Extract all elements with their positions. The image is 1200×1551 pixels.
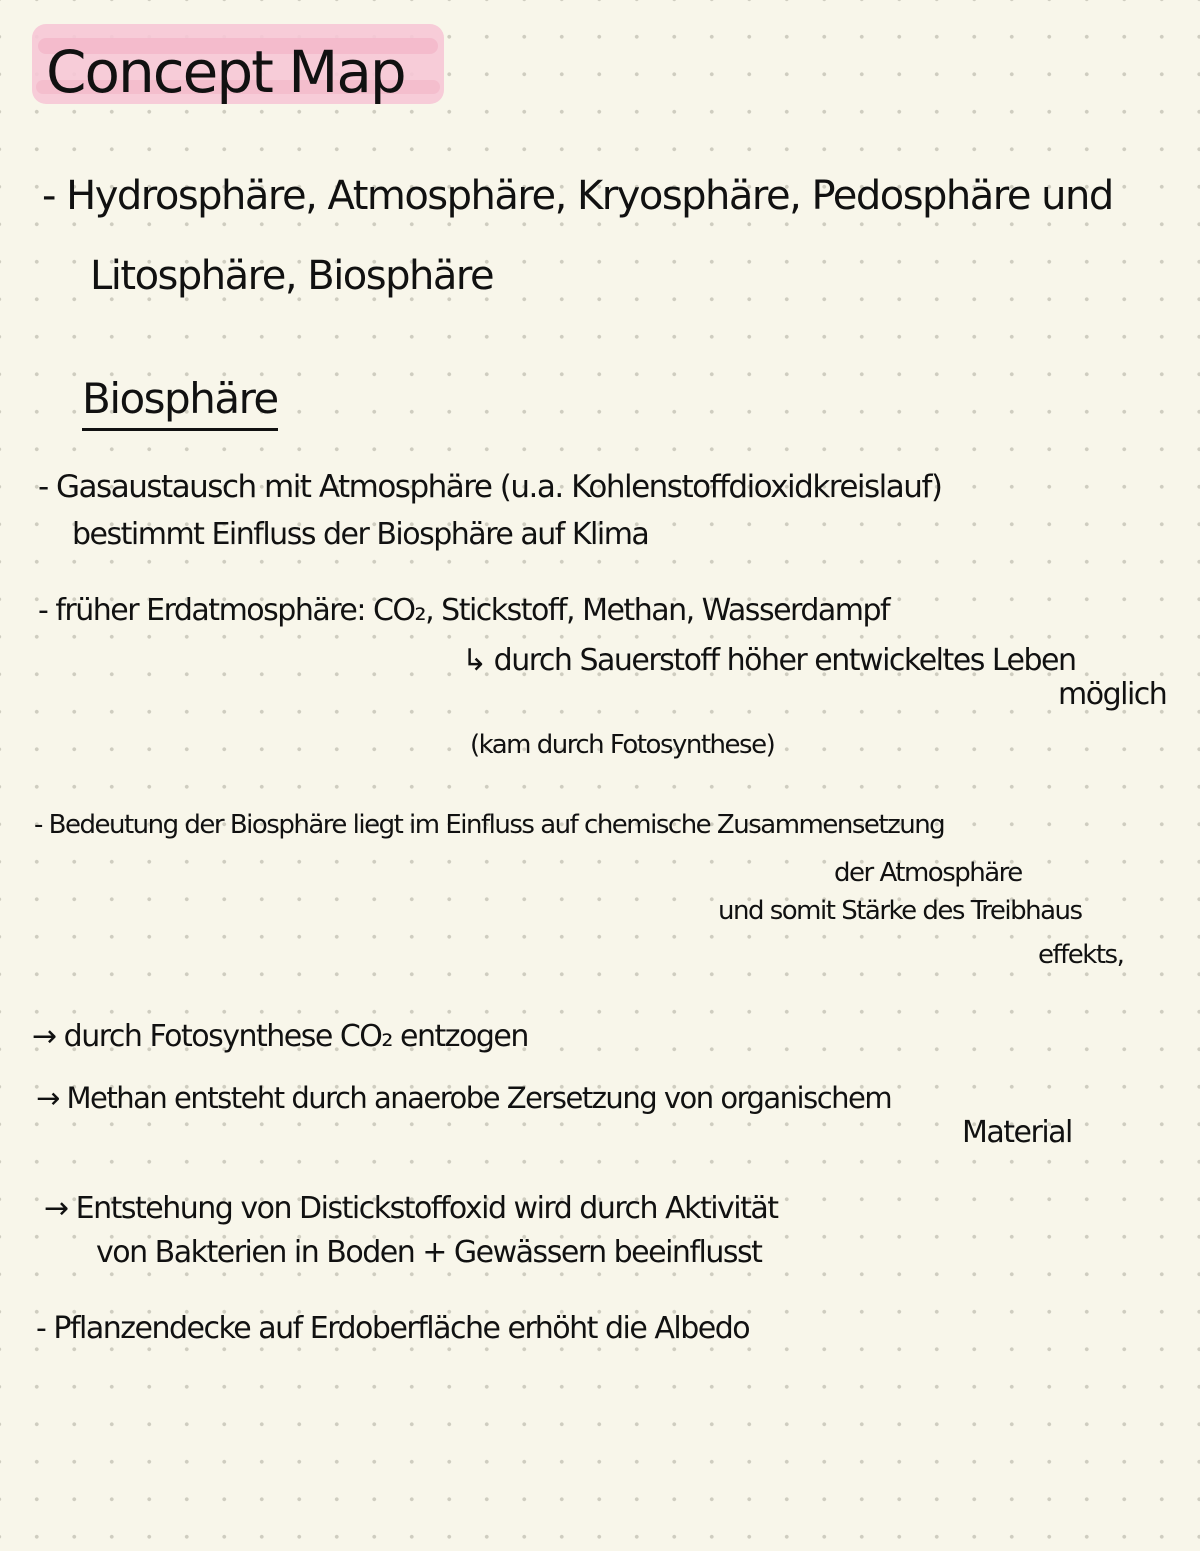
- intro-line-2: Litosphäre, Biosphäre: [90, 253, 494, 299]
- note-5-line-1: → Methan entsteht durch anaerobe Zersetzung von organischem: [36, 1081, 892, 1115]
- note-3-line-2: der Atmosphäre: [834, 858, 1022, 888]
- note-5-line-2: Material: [962, 1115, 1072, 1150]
- note-2-line-2: ↳ durch Sauerstoff höher entwickeltes Leben: [462, 643, 1076, 678]
- note-2-line-4: (kam durch Fotosynthese): [470, 730, 775, 760]
- title-highlight: [32, 24, 444, 106]
- page-title: Concept Map: [46, 38, 405, 106]
- note-2-line-3: möglich: [1058, 677, 1167, 712]
- note-6-line-2: von Bakterien in Boden + Gewässern beeinflusst: [96, 1235, 762, 1270]
- note-1-line-1: - Gasaustausch mit Atmosphäre (u.a. Kohlenstoffdioxidkreislauf): [38, 469, 942, 505]
- note-2-line-1: - früher Erdatmosphäre: CO₂, Stickstoff, Methan, Wasserdampf: [38, 593, 890, 628]
- note-3-line-4: effekts,: [1038, 940, 1124, 970]
- note-6-line-1: → Entstehung von Distickstoffoxid wird durch Aktivität: [44, 1191, 778, 1226]
- note-3-line-1: - Bedeutung der Biosphäre liegt im Einfluss auf chemische Zusammensetzung: [34, 810, 945, 840]
- intro-line-1: - Hydrosphäre, Atmosphäre, Kryosphäre, Pedosphäre und: [42, 173, 1113, 219]
- note-1-line-2: bestimmt Einfluss der Biosphäre auf Klima: [72, 517, 649, 552]
- note-4: → durch Fotosynthese CO₂ entzogen: [32, 1019, 528, 1054]
- section-heading: Biosphäre: [82, 378, 278, 431]
- note-3-line-3: und somit Stärke des Treibhaus: [718, 896, 1082, 926]
- note-7: - Pflanzendecke auf Erdoberfläche erhöht die Albedo: [36, 1311, 750, 1346]
